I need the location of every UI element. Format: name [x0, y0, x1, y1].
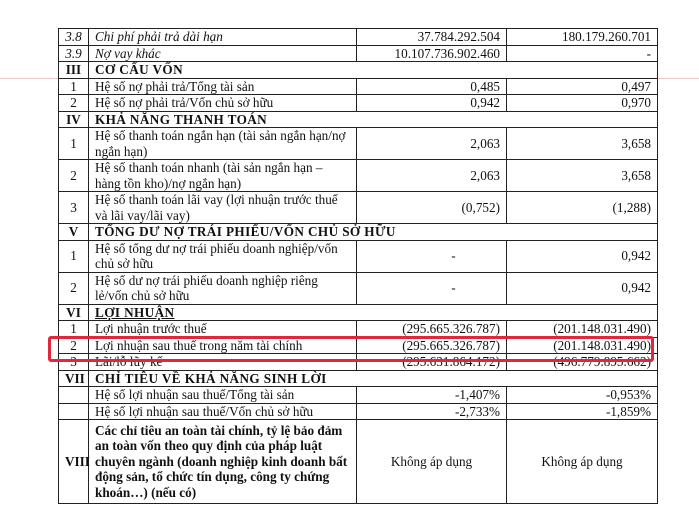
- row-number: 1: [59, 128, 89, 160]
- row-number: 3: [59, 192, 89, 224]
- table-row: [59, 78, 658, 95]
- table-row: [59, 160, 658, 192]
- section-number: III: [59, 62, 89, 79]
- value-previous: 0,942: [507, 240, 658, 272]
- table-row: [59, 387, 658, 404]
- section-row: [59, 111, 658, 128]
- row-label: Hệ số dư nợ trái phiếu doanh nghiệp riêng lẻ/vốn chủ sở hữu: [89, 272, 357, 304]
- table-row: [59, 45, 658, 62]
- row-label: Chi phí phải trả dài hạn: [89, 29, 357, 46]
- row-number: 2: [59, 160, 89, 192]
- row-label: Lợi nhuận sau thuế trong năm tài chính: [89, 337, 357, 354]
- row-label: Lợi nhuận trước thuế: [89, 321, 357, 338]
- section-row: [59, 370, 658, 387]
- row-number: 3.8: [59, 29, 89, 46]
- value-current: (295.665.326.787): [357, 321, 507, 338]
- row-number: [59, 387, 89, 404]
- financial-ratios-table: [58, 28, 658, 504]
- row-label: Nợ vay khác: [89, 45, 357, 62]
- row-label: Hệ số thanh toán nhanh (tài sản ngắn hạn – hàng tồn kho)/nợ ngắn hạn): [89, 160, 357, 192]
- section-number: V: [59, 224, 89, 241]
- section-number: VI: [59, 304, 89, 321]
- value-current: 37.784.292.504: [357, 29, 507, 46]
- value-previous: 180.179.260.701: [507, 29, 658, 46]
- row-label: Hệ số thanh toán ngắn hạn (tài sản ngắn hạn/nợ ngắn hạn): [89, 128, 357, 160]
- table-row: [59, 420, 658, 504]
- row-label: Hệ số thanh toán lãi vay (lợi nhuận trước thuế và lãi vay/lãi vay): [89, 192, 357, 224]
- section-number: VII: [59, 370, 89, 387]
- value-current: (0,752): [357, 192, 507, 224]
- row-label: Hệ số tổng dư nợ trái phiếu doanh nghiệp/vốn chủ sở hữu: [89, 240, 357, 272]
- value-previous: 0,970: [507, 95, 658, 112]
- table-row-highlighted: [59, 321, 658, 338]
- section-title: [89, 304, 658, 321]
- section-title: CƠ CẤU VỐN: [89, 62, 658, 79]
- row-number: 2: [59, 95, 89, 112]
- value-previous: 0,497: [507, 78, 658, 95]
- section-title: KHẢ NĂNG THANH TOÁN: [89, 111, 658, 128]
- table-row: [59, 403, 658, 420]
- section-number: VIII: [59, 420, 89, 504]
- value-previous: -1,859%: [507, 403, 658, 420]
- value-previous: (201.148.031.490): [507, 321, 658, 338]
- value-current: -: [357, 272, 507, 304]
- value-current: -2,733%: [357, 403, 507, 420]
- table-row: [59, 240, 658, 272]
- value-previous: -: [507, 45, 658, 62]
- value-current: (295.631.864.172): [357, 354, 507, 371]
- value-current: 2,063: [357, 128, 507, 160]
- value-current: -1,407%: [357, 387, 507, 404]
- row-number: 1: [59, 78, 89, 95]
- row-number: 1: [59, 321, 89, 338]
- row-label: Các chỉ tiêu an toàn tài chính, tỷ lệ bảo đảm an toàn vốn theo quy định của pháp luật chuyên ngành (doanh nghiệp kinh doanh bất động sản, tổ chức tín dụng, công ty chứng khoán…) (nếu có): [89, 420, 357, 504]
- section-number: IV: [59, 111, 89, 128]
- value-current: 2,063: [357, 160, 507, 192]
- value-current: 10.107.736.902.460: [357, 45, 507, 62]
- value-previous: (1,288): [507, 192, 658, 224]
- table-row: [59, 95, 658, 112]
- row-number: 1: [59, 240, 89, 272]
- row-number: 2: [59, 272, 89, 304]
- table-row: [59, 128, 658, 160]
- value-previous: (496.779.895.662): [507, 354, 658, 371]
- row-number: 2: [59, 337, 89, 354]
- row-label: Hệ số nợ phải trả/Vốn chủ sở hữu: [89, 95, 357, 112]
- row-number: [59, 403, 89, 420]
- section-title-text: LỢI NHUẬN: [95, 304, 175, 320]
- row-number: 3.9: [59, 45, 89, 62]
- section-row: [59, 224, 658, 241]
- row-number: 3: [59, 354, 89, 371]
- value-current: -: [357, 240, 507, 272]
- row-label: Lãi/lỗ lũy kế: [89, 354, 357, 371]
- table-row: [59, 272, 658, 304]
- row-label: Hệ số lợi nhuận sau thuế/Vốn chủ sở hữu: [89, 403, 357, 420]
- value-previous: (201.148.031.490): [507, 337, 658, 354]
- section-title: TỔNG DƯ NỢ TRÁI PHIẾU/VỐN CHỦ SỞ HỮU: [89, 224, 658, 241]
- table-row: [59, 192, 658, 224]
- highlight-box: [48, 336, 654, 362]
- value-previous: 3,658: [507, 128, 658, 160]
- row-label: Hệ số nợ phải trả/Tổng tài sản: [89, 78, 357, 95]
- section-title: CHỈ TIÊU VỀ KHẢ NĂNG SINH LỜI: [89, 370, 658, 387]
- value-current: Không áp dụng: [357, 420, 507, 504]
- value-previous: 3,658: [507, 160, 658, 192]
- value-current: (295.665.326.787): [357, 337, 507, 354]
- value-previous: -0,953%: [507, 387, 658, 404]
- table-row: [59, 29, 658, 46]
- row-label: Hệ số lợi nhuận sau thuế/Tổng tài sản: [89, 387, 357, 404]
- value-current: 0,942: [357, 95, 507, 112]
- value-current: 0,485: [357, 78, 507, 95]
- section-row: [59, 304, 658, 321]
- value-previous: 0,942: [507, 272, 658, 304]
- value-previous: Không áp dụng: [507, 420, 658, 504]
- section-row: [59, 62, 658, 79]
